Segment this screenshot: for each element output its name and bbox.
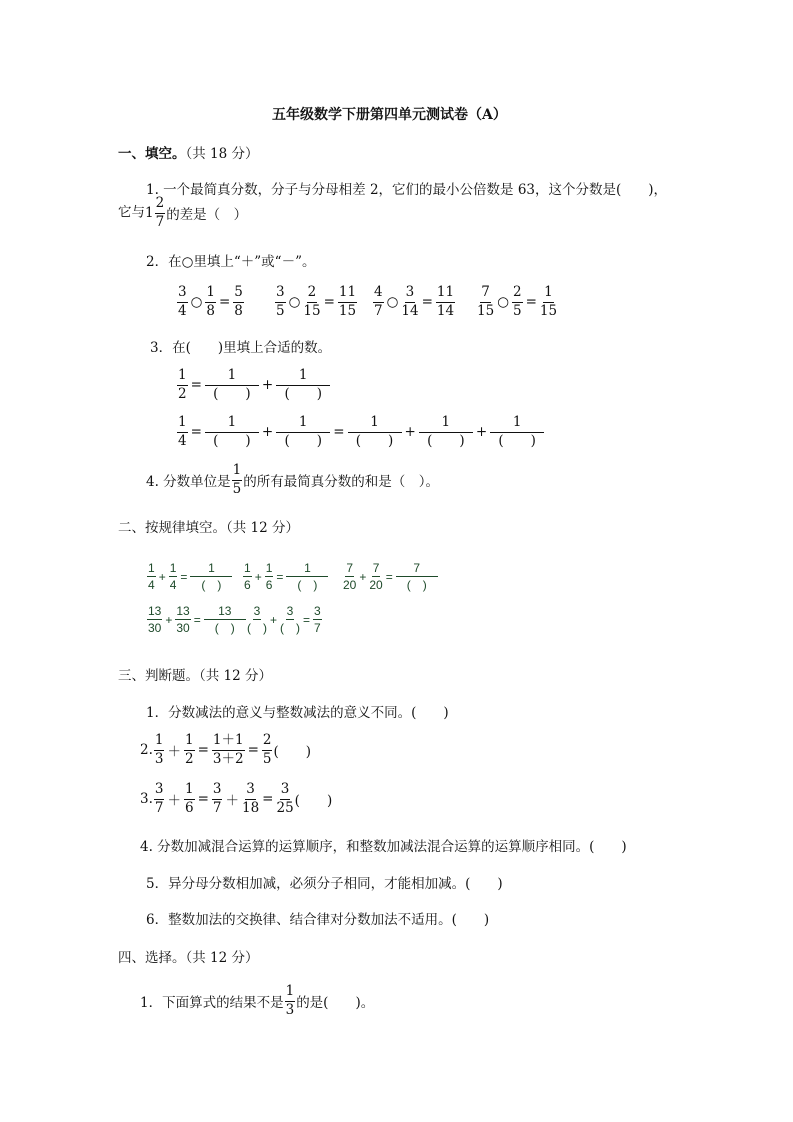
numerator: 1 (490, 416, 544, 433)
numerator: 11 (436, 286, 455, 303)
numerator: 13 (148, 604, 162, 618)
plus-sign: + (261, 424, 274, 440)
answer-blank[interactable]: ( ) (284, 432, 322, 449)
denominator: 2 (184, 750, 194, 767)
numerator: 3 (177, 286, 188, 303)
s2-item: $\frac{3}{( )}$ + $\frac{3}{( )}$ = $\frac{3}{7}$ (247, 604, 321, 635)
numerator: 1 (177, 416, 188, 433)
equals-sign: = (323, 294, 335, 310)
numerator: 13 (176, 604, 190, 618)
numerator: 3 (245, 783, 256, 800)
s3-q2: 2. $\frac{1}{3}$ ＋ $\frac{1}{2}$ = $\frac{1+1}{3+2}$ = $\frac{2}{5}$ ( ) (140, 732, 312, 767)
denominator: 6 (184, 799, 194, 816)
numerator: 7 (480, 286, 491, 303)
equals-sign: = (218, 294, 231, 310)
page-title: 五年级数学下册第四单元测试卷（A） (272, 107, 507, 123)
numerator: 5 (233, 286, 244, 303)
denominator: 20 (343, 578, 357, 592)
numerator: 2 (262, 734, 273, 751)
equals-sign: = (421, 294, 433, 310)
answer-blank[interactable]: ( ) (284, 385, 322, 402)
numerator: 3 (154, 783, 165, 800)
denominator: 7 (374, 302, 383, 319)
numerator: 11 (338, 286, 357, 303)
numerator: 1 (184, 783, 195, 800)
denominator: 8 (206, 302, 215, 319)
numerator: 1 (244, 561, 251, 575)
denominator: 6 (265, 578, 273, 592)
s1-q2-item (476, 286, 558, 318)
denominator: 4 (178, 432, 187, 449)
s3-q6: 6．整数加法的交换律、结合律对分数加法不适用。( ) (146, 912, 490, 928)
s3-q2-label: 2. (140, 742, 153, 758)
denominator: 15 (338, 302, 357, 319)
answer-blank[interactable]: ( ) (427, 432, 465, 449)
s1-q2-item (176, 286, 245, 318)
s1-q4 (146, 464, 439, 496)
equals-sign: = (333, 424, 345, 440)
s1-q2: 2．在○里填上“＋”或“－”。 (146, 254, 316, 270)
numerator: 1 (419, 416, 473, 433)
numerator: 2 (155, 197, 166, 214)
denominator: 4 (178, 302, 187, 319)
numerator: 4 (373, 286, 384, 303)
numerator: 3 (275, 286, 286, 303)
numerator: 3 (314, 604, 321, 618)
numerator: 1 (265, 561, 273, 575)
numerator: 1 (205, 416, 259, 433)
s2-item: $\frac{7}{20}$ + $\frac{7}{20}$ = $\frac{7}{( )}$ (342, 562, 439, 591)
s1-q1-pre: 它与 (118, 204, 145, 221)
answer-blank[interactable]: ( ) (273, 744, 312, 760)
plus-sign: + (475, 424, 488, 440)
numerator: 1＋1 (212, 734, 245, 751)
s3-q1: 1．分数减法的意义与整数减法的意义不同。( ) (146, 705, 449, 721)
denominator: 30 (148, 621, 162, 635)
denominator: 4 (169, 578, 177, 592)
denominator: 2 (178, 385, 187, 402)
answer-blank[interactable]: ( ) (214, 621, 235, 635)
numerator: 1 (276, 369, 330, 386)
s4-q1 (140, 985, 374, 1017)
s1-q2-item (274, 286, 358, 318)
numerator: 1 (543, 286, 554, 303)
denominator: 25 (276, 799, 294, 816)
s1-q1-whole: 1 (145, 205, 154, 221)
s1-q3-eq1 (176, 369, 331, 401)
circle-blank[interactable]: ○ (288, 294, 301, 310)
section-1-points: （共 18 分） (185, 146, 259, 162)
answer-blank[interactable]: ( ) (355, 432, 394, 449)
s1-q1-post: 的差是（ ） (166, 207, 248, 223)
numerator: 7 (396, 562, 438, 577)
s1-q4-post: 的所有最简真分数的和是（ ）。 (243, 474, 440, 490)
s1-q1-line1: 1. 一个最简真分数，分子与分母相差 2，它们的最小公倍数是 63，这个分数是( )， (146, 182, 668, 198)
numerator: 3 (286, 604, 294, 618)
denominator: 30 (176, 621, 190, 635)
s1-q2-item (372, 286, 456, 318)
denominator: 5 (512, 302, 522, 319)
numerator: 1 (148, 561, 155, 575)
denominator: 3 (154, 750, 164, 767)
numerator: 1 (169, 561, 177, 575)
s1-q3: 3．在( )里填上合适的数。 (150, 340, 332, 356)
s1-q1-line2 (118, 197, 247, 229)
s1-q4-pre: 4. 分数单位是 (146, 474, 231, 490)
equals-sign: = (525, 294, 537, 310)
denominator: 7 (212, 799, 222, 816)
denominator: 7 (155, 213, 165, 230)
denominator: 5 (276, 302, 285, 319)
denominator: 5 (262, 750, 272, 767)
answer-blank[interactable]: ( ) (213, 385, 251, 402)
numerator: 1 (276, 416, 330, 433)
denominator: 15 (303, 302, 321, 319)
answer-blank[interactable]: ( ) (406, 578, 427, 592)
numerator: 1 (154, 734, 165, 751)
answer-blank[interactable]: ( ) (297, 578, 318, 592)
numerator: 3 (405, 286, 416, 303)
denominator: 8 (234, 302, 243, 319)
numerator: 2 (307, 286, 318, 303)
numerator: 1 (286, 562, 328, 577)
numerator: 13 (204, 605, 246, 620)
equals-sign: = (190, 377, 202, 393)
s3-q5: 5．异分母分数相加减，必须分子相同，才能相加减。( ) (146, 876, 503, 892)
numerator: 1 (232, 464, 243, 481)
denominator: 18 (241, 799, 260, 816)
section-3-heading: 三、判断题。（共 12 分） (118, 668, 273, 684)
s3-q3-label: 3. (140, 791, 153, 807)
denominator: 6 (244, 578, 251, 592)
answer-blank[interactable]: ( ) (247, 621, 267, 635)
numerator: 3 (212, 783, 223, 800)
numerator: 1 (184, 734, 195, 751)
numerator: 1 (348, 416, 402, 433)
denominator: 20 (369, 578, 383, 592)
s3-q4: 4. 分数加减混合运算的运算顺序，和整数加减法混合运算的运算顺序相同。( ) (140, 839, 627, 855)
s1-q3-eq2 (176, 416, 545, 448)
answer-blank[interactable]: ( ) (213, 432, 251, 449)
answer-blank[interactable]: ( ) (201, 578, 222, 592)
numerator: 1 (205, 286, 216, 303)
equals-sign: = (190, 424, 202, 440)
circle-blank[interactable]: ○ (386, 294, 399, 310)
denominator: 15 (477, 302, 495, 319)
numerator: 2 (512, 286, 523, 303)
denominator: 5 (232, 480, 242, 497)
section-1-heading (118, 142, 259, 162)
numerator: 1 (285, 985, 296, 1002)
answer-blank[interactable]: ( ) (280, 621, 301, 635)
s4-q1-post: 的是( )。 (296, 995, 375, 1011)
s2-item: $\frac{13}{30}$ + $\frac{13}{30}$ = $\frac{13}{( )}$ (146, 605, 247, 634)
s3-q3: 3. $\frac{3}{7}$ ＋ $\frac{1}{6}$ = $\frac{3}{7}$ ＋ $\frac{3}{18}$ = $\frac{3}{25}$ ( ) (140, 781, 333, 816)
plus-sign: + (404, 424, 416, 440)
numerator: 7 (346, 561, 354, 575)
denominator: 14 (401, 302, 419, 319)
numerator: 3 (280, 783, 291, 800)
circle-blank[interactable]: ○ (497, 294, 509, 310)
denominator: 7 (154, 799, 164, 816)
s4-q1-pre: 1．下面算式的结果不是 (140, 995, 284, 1011)
circle-blank[interactable]: ○ (190, 294, 203, 310)
denominator: 3＋2 (212, 750, 244, 767)
section-2-heading: 二、按规律填空。（共 12 分） (118, 520, 300, 536)
numerator: 3 (253, 604, 261, 618)
numerator: 1 (190, 562, 232, 577)
denominator: 7 (314, 621, 321, 635)
answer-blank[interactable]: ( ) (498, 432, 536, 449)
denominator: 14 (436, 302, 455, 319)
section-4-heading: 四、选择。（共 12 分） (118, 950, 259, 966)
denominator: 3 (285, 1001, 295, 1018)
section-1-title: 一、填空。 (118, 146, 186, 162)
numerator: 1 (177, 369, 188, 386)
answer-blank[interactable]: ( ) (294, 793, 333, 809)
plus-sign: + (261, 377, 274, 393)
numerator: 1 (205, 369, 259, 386)
denominator: 4 (148, 578, 155, 592)
denominator: 15 (539, 302, 558, 319)
s2-item: $\frac{1}{4}$ + $\frac{1}{4}$ = $\frac{1}{( )}$ (146, 562, 233, 591)
numerator: 7 (372, 561, 380, 575)
s2-item: $\frac{1}{6}$ + $\frac{1}{6}$ = $\frac{1}{( )}$ (242, 562, 329, 591)
mixed-fraction (155, 197, 166, 229)
